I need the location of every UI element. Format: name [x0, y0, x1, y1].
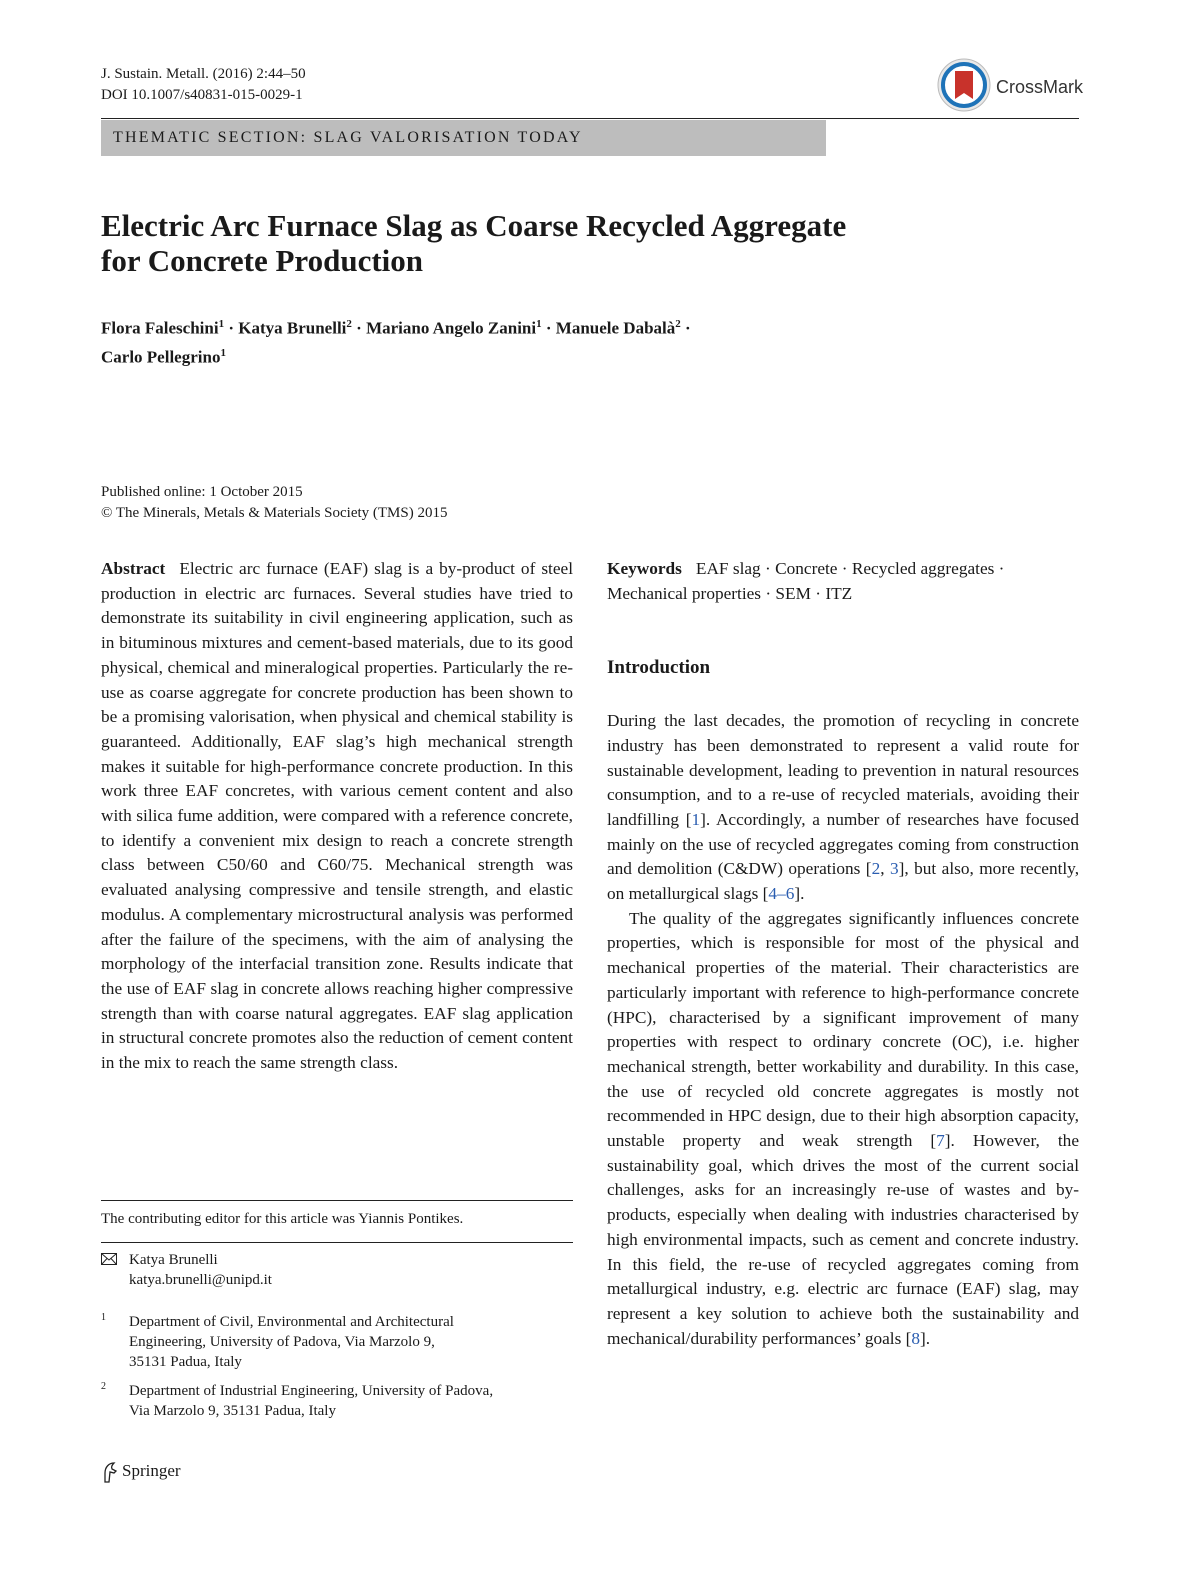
author-separator: · [541, 318, 556, 338]
author-name[interactable]: Mariano Angelo Zanini [366, 318, 537, 338]
affiliation-marker: 1 [218, 318, 225, 330]
crossmark-label: CrossMark [996, 77, 1084, 97]
abstract-label: Abstract [101, 559, 166, 578]
paragraph-text: ]. [920, 1328, 931, 1348]
paragraph-text: ], but also, more recently, on metallurgical slags [ [607, 859, 1080, 904]
correspondence-block [101, 1250, 561, 1292]
author-list [101, 312, 861, 369]
affiliation-number: 2 [101, 1381, 106, 1392]
affiliation-2 [101, 1381, 561, 1421]
author-name[interactable]: Katya Brunelli [238, 318, 347, 338]
introduction-paragraph-1 [607, 709, 1079, 907]
affiliation-marker: 1 [220, 346, 226, 359]
footnote-rule-top [101, 1200, 573, 1201]
paragraph-text: ]. [794, 884, 805, 904]
springer-horse-icon [101, 1461, 119, 1483]
paragraph-text: , [880, 859, 890, 879]
citation-link[interactable]: 3 [889, 859, 899, 879]
crossmark-badge[interactable] [937, 58, 1085, 114]
paragraph-text: During the last decades, the promotion of recycling in concrete industry has been demonstrated to represent a valid route for sustainable development, leading to prevention in natural resources consumption, and to a re-use of recycled materials, avoiding their landfilling [ [607, 711, 1079, 829]
affiliation-number: 1 [101, 1312, 106, 1323]
introduction-heading: Introduction [607, 657, 711, 679]
citation-link[interactable]: 7 [936, 1131, 945, 1151]
author-separator: · [351, 318, 367, 338]
paragraph-text: The quality of the aggregates significantly influences concrete properties, which is responsible for most of the physical and mechanical properties of the material. Their characteristics are particularly important with reference to high-performance concrete (HPC), characterised by a significant improvement of many properties with respect to ordinary concrete (OC), i.e. higher mechanical strength, better workability and durability. In this case, the use of recycled old concrete aggregates is mostly not recommended in HPC design, due to their high absorption capacity, unstable property and weak strength [ [607, 908, 1079, 1151]
citation-link[interactable]: 8 [911, 1328, 921, 1348]
paragraph-text: ]. However, the sustainability goal, which drives the most of the current social challenges, asks for an increasingly re-use of wastes and by-products, especially when dealing with industries characterised by high environmental impacts, such as cement and concrete industry. In this field, the re-use of recycled aggregates coming from metallurgical industry, e.g. electric arc furnace (EAF) slag, may represent a key solution to achieve both the sustainability and mechanical/durability performances’ goals [ [607, 1131, 1079, 1348]
keywords-text: EAF slag · Concrete · Recycled aggregates · Mechanical properties · SEM · ITZ [607, 559, 1005, 603]
journal-citation [101, 64, 306, 106]
correspondence-email[interactable]: katya.brunelli@unipd.it [129, 1272, 272, 1288]
footnote-rule-bottom [101, 1242, 573, 1243]
header-rule [101, 118, 1079, 119]
right-column [607, 557, 1079, 1351]
affiliation-marker: 2 [346, 318, 352, 330]
doi-line[interactable]: DOI 10.1007/s40831-015-0029-1 [101, 87, 303, 103]
paragraph-text: ]. Accordingly, a number of researches have focused mainly on the use of recycled aggregates coming from construction and demolition (C&DW) operations [ [607, 809, 1079, 879]
contributing-editor-note: The contributing editor for this article was Yiannis Pontikes. [101, 1211, 464, 1227]
article-title [101, 208, 1001, 278]
affiliation-marker: 1 [536, 318, 542, 330]
author-name[interactable]: Manuele Dabalà [555, 318, 676, 338]
affiliation-1 [101, 1312, 561, 1372]
crossmark-icon [937, 58, 991, 112]
thematic-section-bar: THEMATIC SECTION: SLAG VALORISATION TODAY [101, 120, 826, 156]
citation-link[interactable]: 4–6 [768, 884, 795, 904]
journal-line: J. Sustain. Metall. (2016) 2:44–50 [101, 66, 306, 82]
introduction-paragraph-2 [607, 907, 1079, 1352]
title-line-2: for Concrete Production [101, 243, 424, 278]
keywords-label: Keywords [607, 559, 682, 578]
title-line-1: Electric Arc Furnace Slag as Coarse Recycled Aggregate [101, 208, 847, 243]
author-name[interactable]: Carlo Pellegrino [101, 347, 221, 367]
author-name[interactable]: Flora Faleschini [101, 318, 219, 338]
citation-link[interactable]: 1 [691, 809, 701, 829]
publisher-logo [101, 1460, 221, 1484]
affiliation-line: Department of Civil, Environmental and Architectural [129, 1314, 454, 1330]
author-separator: · [680, 318, 691, 338]
envelope-icon [101, 1253, 117, 1265]
affiliation-line: Via Marzolo 9, 35131 Padua, Italy [129, 1403, 336, 1419]
publication-info [101, 482, 447, 524]
copyright-notice: © The Minerals, Metals & Materials Society (TMS) 2015 [101, 505, 448, 521]
affiliation-line: Department of Industrial Engineering, University of Padova, [129, 1383, 494, 1399]
abstract-text: Electric arc furnace (EAF) slag is a by-product of steel production in electric arc furnaces. Several studies have tried to demonstrate its suitability in civil engineering application, such as in bituminous mixtures and cement-based materials, due to its good physical, chemical and mineralogical properties. Particularly the re-use as coarse aggregate for concrete production has been shown to be a promising valorisation, when physical and chemical stability is guaranteed. Additionally, EAF slag’s high mechanical strength makes it suitable for high-performance concrete production. In this work three EAF concretes, with various cement content and also with silica fume addition, were compared with a reference concrete, to identify a convenient mix design to reach a concrete strength class between C50/60 and C60/75. Mechanical strength was evaluated analysing compressive and tensile strength, and elastic modulus. A complementary microstructural analysis was performed after the failure of the specimens, with the aim of analysing the morphology of the interfacial transition zone. Results indicate that the use of EAF slag in concrete allows reaching higher compressive strength than with coarse natural aggregates. EAF slag application in structural concrete promotes also the reduction of cement content in the mix to reach the same strength class. [101, 559, 573, 1073]
affiliation-marker: 2 [675, 318, 681, 330]
author-separator: · [224, 318, 239, 338]
published-date: Published online: 1 October 2015 [101, 484, 303, 500]
affiliation-line: 35131 Padua, Italy [129, 1354, 242, 1370]
publisher-name: Springer [122, 1461, 181, 1480]
abstract-section [101, 557, 573, 1076]
citation-link[interactable]: 2 [871, 859, 881, 879]
affiliation-line: Engineering, University of Padova, Via Marzolo 9, [129, 1334, 435, 1350]
correspondence-name: Katya Brunelli [129, 1252, 218, 1268]
